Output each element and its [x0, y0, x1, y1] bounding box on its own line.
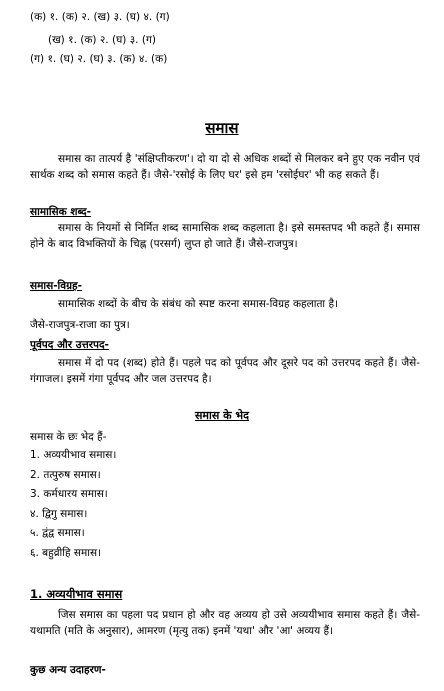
- purvapad-heading: पूर्वपद और उत्तरपद-: [30, 339, 109, 351]
- vigrah-example: जैसे-राजपुत्र-राजा का पुत्र।: [30, 319, 130, 331]
- page-title: समास: [205, 119, 239, 137]
- avyayibhav-more: कुछ अन्य उदाहरण-: [30, 664, 106, 676]
- samasik-heading: सामासिक शब्द-: [30, 206, 91, 218]
- answer-line-1: (क) १. (क) २. (ख) ३. (घ) ४. (ग): [30, 11, 170, 23]
- list-item: ५. द्वंद्व समास।: [30, 527, 85, 539]
- avyayibhav-paragraph: जिस समास का पहला पद प्रधान हो और वह अव्यय हो उसे अव्ययीभाव समास कहते हैं। जैसे- यथामति (मति के अनुसार), आमरण (मृत्यु तक) इनमें 'यथा' और 'आ' अव्यय हैं।: [30, 609, 420, 637]
- list-item: 3. कर्मधारय समास।: [30, 488, 108, 500]
- bhed-intro: समास के छः भेद हैं-: [30, 431, 107, 443]
- answer-line-3: (ग) १. (घ) २. (घ) ३. (क) ४. (क): [30, 53, 168, 65]
- bhed-list: [30, 446, 116, 563]
- intro-paragraph: समास का तात्पर्य है 'संक्षिप्तीकरण'। दो या दो से अधिक शब्दों से मिलकर बने हुए एक नवीन एवं सार्थक शब्द को समास कहते हैं। जैसे-'रसोई के लिए घर' इसे हम 'रसोईघर' भी कह सकते हैं।: [30, 153, 420, 181]
- vigrah-heading: समास-विग्रह-: [30, 280, 82, 292]
- list-item: 1. अव्ययीभाव समास।: [30, 449, 117, 461]
- purvapad-paragraph: समास में दो पद (शब्द) होते हैं। पहले पद को पूर्वपद और दूसरे पद को उत्तरपद कहते हैं। जैसे-गंगाजल। इसमें गंगा पूर्वपद और जल उत्तरपद है।: [30, 357, 420, 385]
- vigrah-paragraph: सामासिक शब्दों के बीच के संबंध को स्पष्ट करना समास-विग्रह कहलाता है।: [58, 298, 339, 310]
- list-item: ६. बहुव्रीहि समास।: [30, 546, 102, 559]
- avyayibhav-heading: 1. अव्ययीभाव समास: [30, 587, 123, 601]
- samasik-paragraph: समास के नियमों से निर्मित शब्द सामासिक शब्द कहलाता है। इसे समस्तपद भी कहते हैं। समास होने के बाद विभक्तियों के चिह्न (परसर्ग) लुप्त हो जाते हैं। जैसे-राजपुत्र।: [30, 222, 420, 250]
- list-item: ४. द्विगु समास।: [30, 507, 88, 520]
- answer-line-2: (ख) १. (क) २. (घ) ३. (ग): [48, 34, 156, 46]
- list-item: 2. तत्पुरुष समास।: [30, 468, 101, 481]
- bhed-heading: समास के भेद: [195, 409, 249, 422]
